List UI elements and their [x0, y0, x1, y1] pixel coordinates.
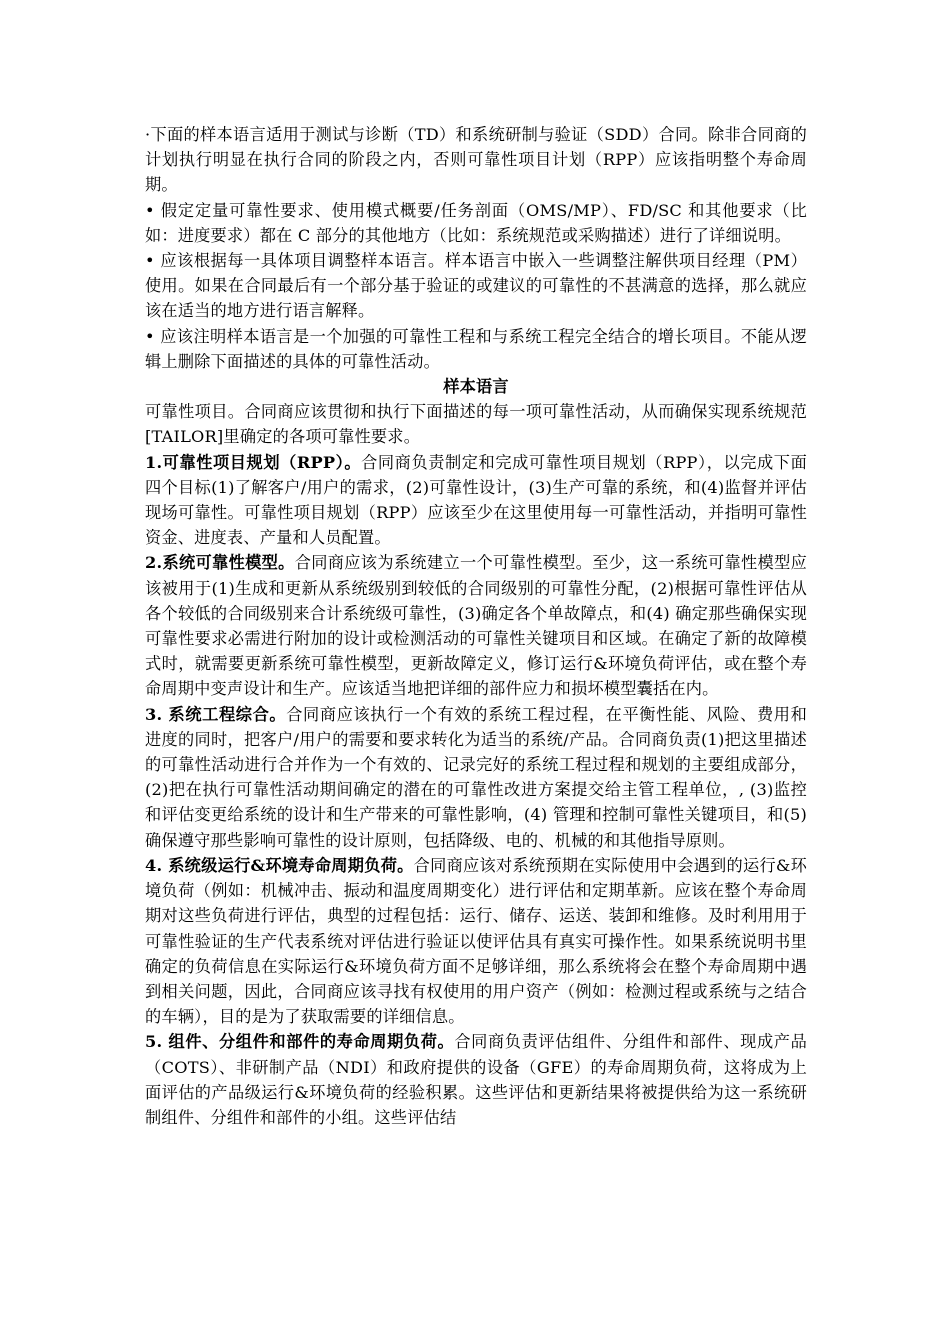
intro-paragraph-3: • 应该根据每一具体项目调整样本语言。样本语言中嵌入一些调整注解供项目经理（PM）使用。如果在合同最后有一个部分基于验证的或建议的可靠性的不甚满意的选择，那么就应该在适当的地方进行语言解释。 — [145, 251, 807, 321]
intro-paragraph-1: ·下面的样本语言适用于测试与诊断（TD）和系统研制与验证（SDD）合同。除非合同商的计划执行明显在执行合同的阶段之内，否则可靠性项目计划（RPP）应该指明整个寿命周期。 — [145, 125, 807, 195]
item-4 — [145, 853, 807, 1029]
item-1-heading: 1.可靠性项目规划（RPP）。 — [145, 452, 362, 472]
item-5 — [145, 1029, 807, 1130]
item-4-heading: 4. 系统级运行&环境寿命周期负荷。 — [145, 855, 414, 875]
intro-paragraph-2: • 假定定量可靠性要求、使用模式概要/任务剖面（OMS/MP）、FD/SC 和其他要求（比如：进度要求）都在 C 部分的其他地方（比如：系统规范或采购描述）进行了详细说明。 — [145, 200, 807, 245]
item-5-heading: 5. 组件、分组件和部件的寿命周期负荷。 — [145, 1032, 455, 1052]
item-5-body: 合同商负责评估组件、分组件和部件、现成产品（COTS）、非研制产品（NDI）和政府提供的设备（GFE）的寿命周期负荷，这将成为上面评估的产品级运行&环境负荷的经验积累。这些评估和更新结果将被提供给为这一系统研制组件、分组件和部件的小组。这些评估结 — [145, 1032, 807, 1127]
item-2-body: 合同商应该为系统建立一个可靠性模型。至少，这一系统可靠性模型应该被用于(1)生成和更新从系统级别到较低的合同级别的可靠性分配，(2)根据可靠性评估从各个较低的合同级别来合计系统级可靠性，(3)确定各个单故障点，和(4) 确定那些确保实现可靠性要求必需进行附加的设计或检测活动的可靠性关键项目和区域。在确定了新的故障模式时，就需要更新系统可靠性模型，更新故障定义，修订运行&环境负荷评估，或在整个寿命周期中变声设计和生产。应该适当地把详细的部件应力和损坏模型囊括在内。 — [145, 553, 807, 699]
document-page — [145, 122, 807, 1130]
item-1-body: 合同商负责制定和完成可靠性项目规划（RPP），以完成下面四个目标(1)了解客户/用户的需求，(2)可靠性设计，(3)生产可靠的系统，和(4)监督并评估现场可靠性。可靠性项目规划（RPP）应该至少在这里使用每一可靠性活动，并指明可靠性资金、进度表、产量和人员配置。 — [145, 452, 807, 548]
item-2 — [145, 550, 807, 701]
item-4-body: 合同商应该对系统预期在实际使用中会遇到的运行&环境负荷（例如：机械冲击、振动和温度周期变化）进行评估和定期革新。应该在整个寿命周期对这些负荷进行评估，典型的过程包括：运行、储存、运送、装卸和维修。及时利用用于可靠性验证的生产代表系统对评估进行验证以使评估具有真实可操作性。如果系统说明书里确定的负荷信息在实际运行&环境负荷方面不足够详细，那么系统将会在整个寿命周期中遇到相关问题，因此，合同商应该寻找有权使用的用户资产（例如：检测过程或系统与之结合的车辆），目的是为了获取需要的详细信息。 — [145, 855, 808, 1027]
item-3 — [145, 702, 807, 853]
intro-paragraph-4: • 应该注明样本语言是一个加强的可靠性工程和与系统工程完全结合的增长项目。不能从逻辑上删除下面描述的具体的可靠性活动。 — [145, 326, 807, 371]
item-2-heading: 2.系统可靠性模型。 — [145, 553, 295, 573]
item-1 — [145, 450, 807, 551]
lead-paragraph: 可靠性项目。合同商应该贯彻和执行下面描述的每一项可靠性活动，从而确保实现系统规范[TAILOR]里确定的各项可靠性要求。 — [145, 402, 807, 447]
section-title: 样本语言 — [443, 377, 509, 397]
item-3-body: 合同商应该执行一个有效的系统工程过程，在平衡性能、风险、费用和进度的同时，把客户/用户的需要和要求转化为适当的系统/产品。合同商负责(1)把这里描述的可靠性活动进行合并作为一个有效的、记录完好的系统工程过程和规划的主要组成部分，(2)把在执行可靠性活动期间确定的潜在的可靠性改进方案提交给主管工程单位，, (3)监控和评估变更给系统的设计和生产带来的可靠性影响，(4) 管理和控制可靠性关键项目，和(5)确保遵守那些影响可靠性的设计原则，包括降级、电的、机械的和其他指导原则。 — [145, 704, 807, 850]
item-3-heading: 3. 系统工程综合。 — [145, 704, 287, 724]
